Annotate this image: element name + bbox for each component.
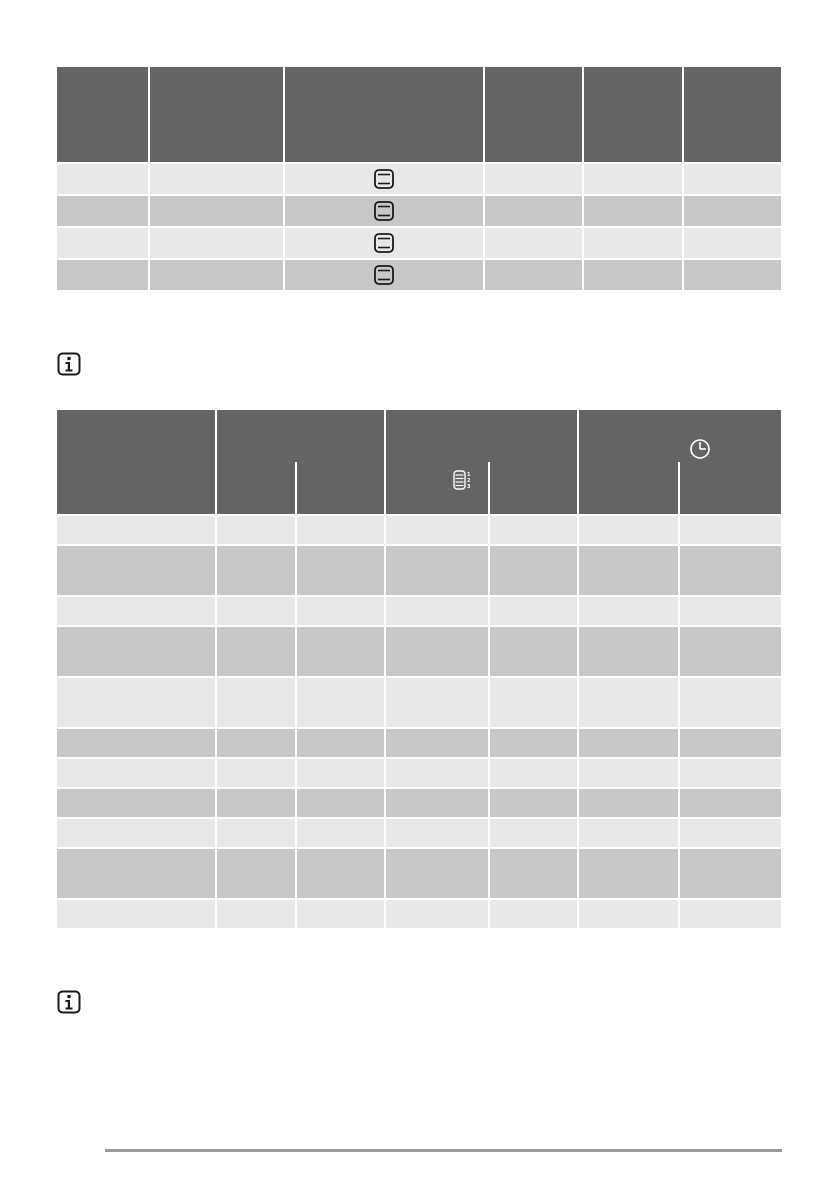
header-cell — [683, 67, 781, 163]
table-row — [57, 758, 781, 788]
table-row — [57, 259, 781, 290]
header-cell — [583, 67, 683, 163]
table-row — [57, 728, 781, 758]
info-icon — [57, 990, 79, 1012]
true-fan-cooking-icon — [452, 469, 472, 491]
svg-text:1: 1 — [467, 472, 471, 478]
header-cell — [385, 462, 489, 515]
table-row — [57, 899, 781, 928]
header-cell — [216, 410, 385, 462]
header-cell — [578, 410, 781, 462]
table-row — [57, 545, 781, 596]
table-row — [57, 788, 781, 818]
table-row — [57, 227, 781, 259]
header-cell — [57, 410, 216, 515]
oven-top-bottom-heat-icon — [284, 163, 484, 195]
svg-text:2: 2 — [467, 478, 471, 484]
table-row — [57, 626, 781, 677]
header-cell — [489, 462, 578, 515]
table-row — [57, 596, 781, 626]
table-row — [57, 818, 781, 848]
oven-top-bottom-heat-icon — [284, 227, 484, 259]
clock-icon — [689, 438, 711, 460]
info-icon — [57, 352, 79, 374]
table-row — [57, 677, 781, 728]
header-cell — [216, 462, 296, 515]
baking-table-fan — [57, 410, 781, 928]
table-row — [57, 515, 781, 545]
header-cell — [679, 462, 781, 515]
table-row — [57, 163, 781, 195]
header-cell — [284, 67, 484, 163]
header-cell — [385, 410, 578, 462]
header-cell — [57, 67, 149, 163]
table-header-row — [57, 410, 781, 462]
header-cell — [149, 67, 284, 163]
footer-divider — [105, 1149, 782, 1152]
header-cell — [484, 67, 583, 163]
header-cell — [578, 462, 679, 515]
oven-top-bottom-heat-icon — [284, 195, 484, 227]
table-row — [57, 848, 781, 899]
oven-top-bottom-heat-icon — [284, 259, 484, 290]
baking-table-conventional — [57, 67, 781, 290]
table-row — [57, 195, 781, 227]
table-header-row — [57, 67, 781, 163]
header-cell — [296, 462, 385, 515]
svg-text:3: 3 — [467, 484, 471, 490]
